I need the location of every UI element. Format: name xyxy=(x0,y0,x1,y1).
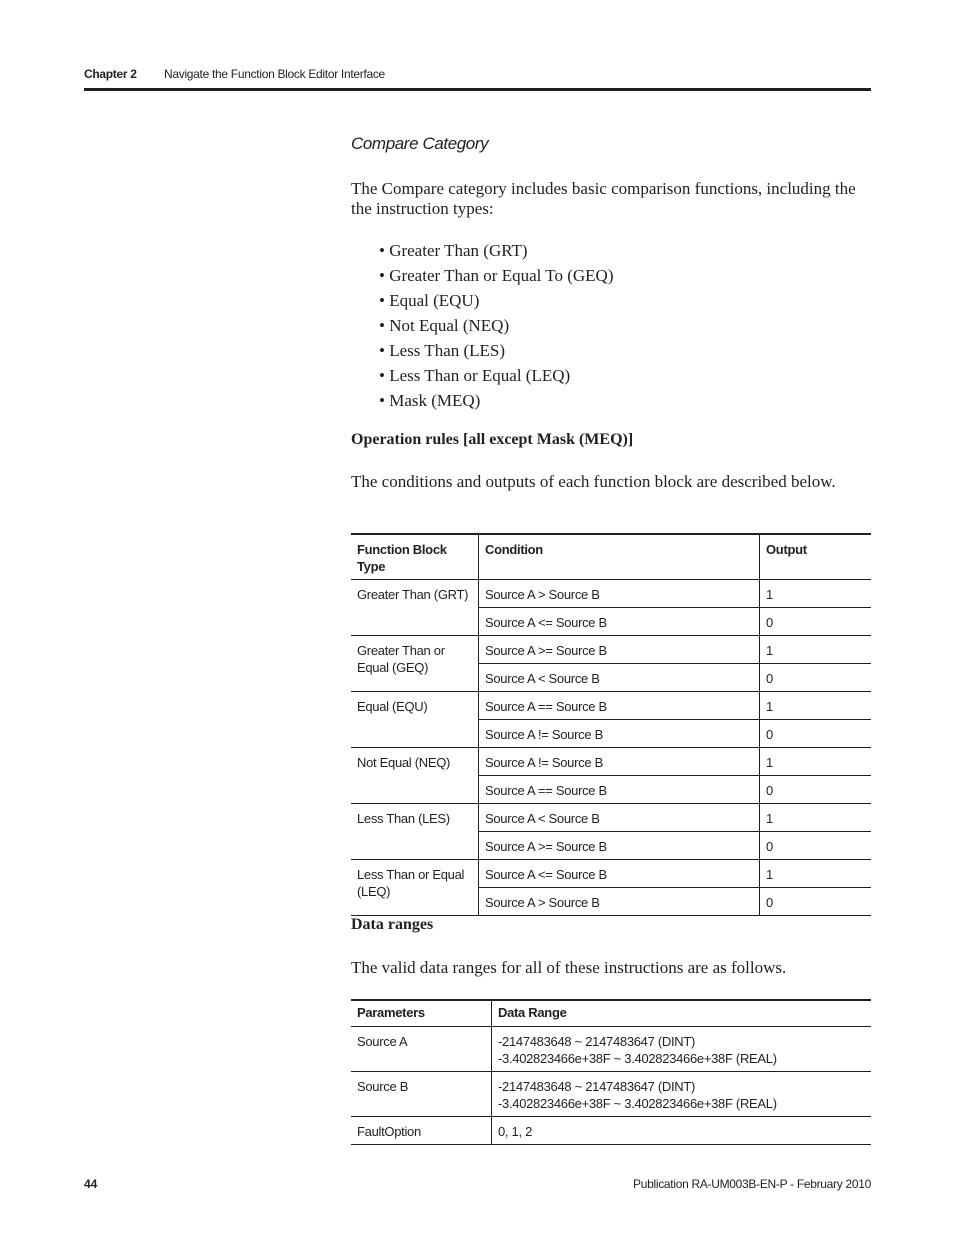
parameter-cell: Source A xyxy=(357,1034,408,1049)
operation-rules-table xyxy=(351,533,871,916)
output-cell: 1 xyxy=(760,860,872,888)
range-line: 0, 1, 2 xyxy=(498,1124,533,1139)
list-item: • Equal (EQU) xyxy=(379,291,480,310)
data-ranges-table xyxy=(351,999,871,1145)
block-type-cell: Greater Than (GRT) xyxy=(351,580,479,636)
table-row xyxy=(351,1027,871,1072)
output-cell: 1 xyxy=(760,804,872,832)
column-header-type: Function Block Type xyxy=(357,542,447,574)
table-header-row xyxy=(351,534,871,580)
list-item: • Less Than (LES) xyxy=(379,341,506,360)
condition-cell: Source A <= Source B xyxy=(479,860,760,888)
parameter-cell: FaultOption xyxy=(357,1124,421,1139)
table-row xyxy=(351,748,871,776)
chapter-label: Chapter 2 xyxy=(84,67,137,81)
condition-cell: Source A != Source B xyxy=(479,748,760,776)
output-cell: 0 xyxy=(760,664,872,692)
column-header-data-range: Data Range xyxy=(492,1000,872,1027)
column-header-parameters: Parameters xyxy=(357,1005,425,1020)
table-row xyxy=(351,1117,871,1145)
output-cell: 0 xyxy=(760,832,872,860)
block-type-cell: Less Than or Equal (LEQ) xyxy=(351,860,479,916)
condition-cell: Source A > Source B xyxy=(479,580,760,608)
list-item: • Greater Than or Equal To (GEQ) xyxy=(379,266,614,285)
header-rule xyxy=(84,88,871,91)
condition-cell: Source A < Source B xyxy=(479,804,760,832)
condition-cell: Source A >= Source B xyxy=(479,832,760,860)
table-row xyxy=(351,580,871,608)
block-type-cell: Greater Than or Equal (GEQ) xyxy=(351,636,479,692)
intro-paragraph: The Compare category includes basic comparison functions, including the the instruction types: xyxy=(351,179,856,218)
table-row xyxy=(351,804,871,832)
output-cell: 0 xyxy=(760,720,872,748)
parameter-cell: Source B xyxy=(357,1079,409,1094)
table-row xyxy=(351,860,871,888)
condition-cell: Source A >= Source B xyxy=(479,636,760,664)
table-header-row xyxy=(351,1000,871,1027)
column-header-condition: Condition xyxy=(479,534,760,580)
condition-cell: Source A == Source B xyxy=(479,776,760,804)
condition-cell: Source A != Source B xyxy=(479,720,760,748)
data-range-cell xyxy=(492,1072,872,1117)
range-line: -3.402823466e+38F ~ 3.402823466e+38F (REAL) xyxy=(498,1096,777,1111)
instruction-type-list xyxy=(379,238,614,413)
output-cell: 0 xyxy=(760,888,872,916)
output-cell: 0 xyxy=(760,608,872,636)
table-row xyxy=(351,692,871,720)
condition-cell: Source A < Source B xyxy=(479,664,760,692)
column-header-output: Output xyxy=(760,534,872,580)
block-type-cell: Equal (EQU) xyxy=(351,692,479,748)
list-item: • Less Than or Equal (LEQ) xyxy=(379,366,571,385)
data-ranges-paragraph: The valid data ranges for all of these instructions are as follows. xyxy=(351,958,787,977)
output-cell: 1 xyxy=(760,748,872,776)
data-ranges-heading: Data ranges xyxy=(351,916,434,933)
output-cell: 1 xyxy=(760,580,872,608)
publication-info: Publication RA-UM003B-EN-P - February 2010 xyxy=(633,1177,871,1191)
range-line: -2147483648 ~ 2147483647 (DINT) xyxy=(498,1079,696,1094)
output-cell: 1 xyxy=(760,636,872,664)
data-range-cell xyxy=(492,1027,872,1072)
operation-rules-heading: Operation rules [all except Mask (MEQ)] xyxy=(351,431,634,448)
output-cell: 0 xyxy=(760,776,872,804)
operation-rules-paragraph: The conditions and outputs of each function block are described below. xyxy=(351,472,836,491)
list-item: • Greater Than (GRT) xyxy=(379,241,528,260)
list-item: • Mask (MEQ) xyxy=(379,391,481,410)
condition-cell: Source A > Source B xyxy=(479,888,760,916)
condition-cell: Source A <= Source B xyxy=(479,608,760,636)
block-type-cell: Not Equal (NEQ) xyxy=(351,748,479,804)
running-header-title: Navigate the Function Block Editor Interface xyxy=(164,67,385,81)
output-cell: 1 xyxy=(760,692,872,720)
range-line: -3.402823466e+38F ~ 3.402823466e+38F (REAL) xyxy=(498,1051,777,1066)
page-number: 44 xyxy=(84,1177,98,1191)
data-range-cell xyxy=(492,1117,872,1145)
range-line: -2147483648 ~ 2147483647 (DINT) xyxy=(498,1034,696,1049)
section-subhead: Compare Category xyxy=(351,134,489,153)
table-row xyxy=(351,1072,871,1117)
list-item: • Not Equal (NEQ) xyxy=(379,316,510,335)
condition-cell: Source A == Source B xyxy=(479,692,760,720)
table-row xyxy=(351,636,871,664)
block-type-cell: Less Than (LES) xyxy=(351,804,479,860)
